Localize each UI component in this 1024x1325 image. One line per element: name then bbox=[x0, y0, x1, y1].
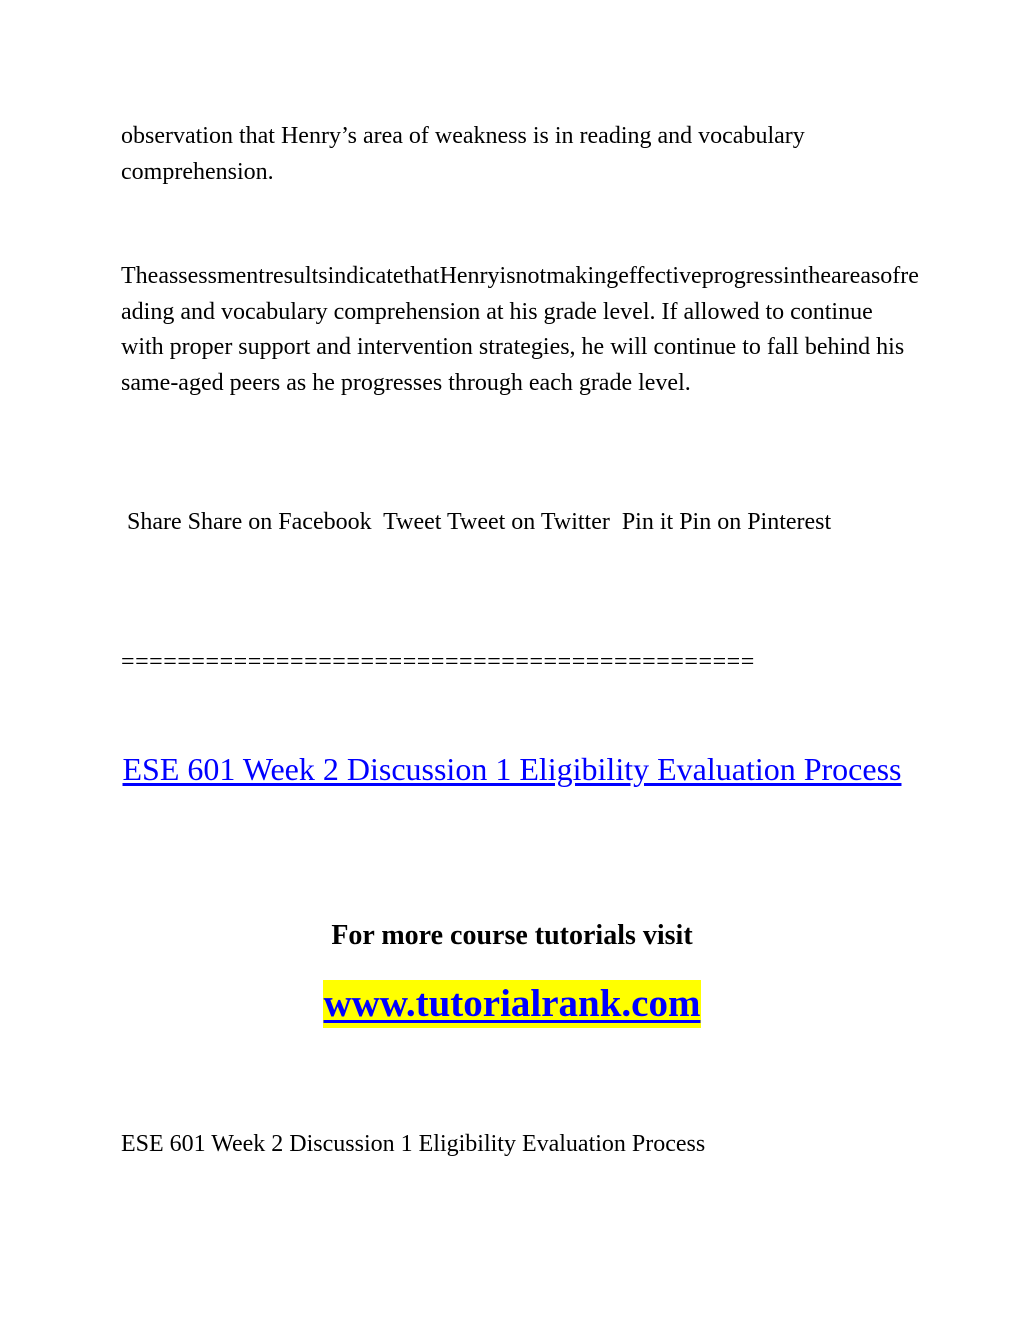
course-title-link[interactable]: ESE 601 Week 2 Discussion 1 Eligibility Evaluation Process bbox=[122, 751, 902, 787]
tutorialrank-site-link[interactable]: www.tutorialrank.com bbox=[323, 980, 702, 1028]
paragraph-assessment-rest-text: and vocabulary comprehension at his grade level. If allowed to continue with proper support and intervention strategies, he will continue to fall behind his same-aged peers as he progresses through each grade level. bbox=[121, 298, 905, 396]
paragraph-assessment-results bbox=[121, 259, 921, 401]
title-link-container bbox=[121, 750, 903, 789]
share-links-text: Share Share on Facebook Tweet Tweet on Twitter Pin it Pin on Pinterest bbox=[121, 509, 832, 535]
more-tutorials-heading: For more course tutorials visit bbox=[331, 920, 693, 951]
footer-course-title: ESE 601 Week 2 Discussion 1 Eligibility Evaluation Process bbox=[121, 1131, 706, 1157]
paragraph-assessment-joined-text: TheassessmentresultsindicatethatHenryisnotmakingeffectiveprogressintheareasofreading bbox=[121, 263, 919, 325]
separator-line: ============================================= bbox=[121, 649, 755, 675]
site-link-container bbox=[0, 980, 1024, 1028]
paragraph-observation: observation that Henry’s area of weakness is in reading and vocabulary comprehension. bbox=[121, 123, 805, 185]
